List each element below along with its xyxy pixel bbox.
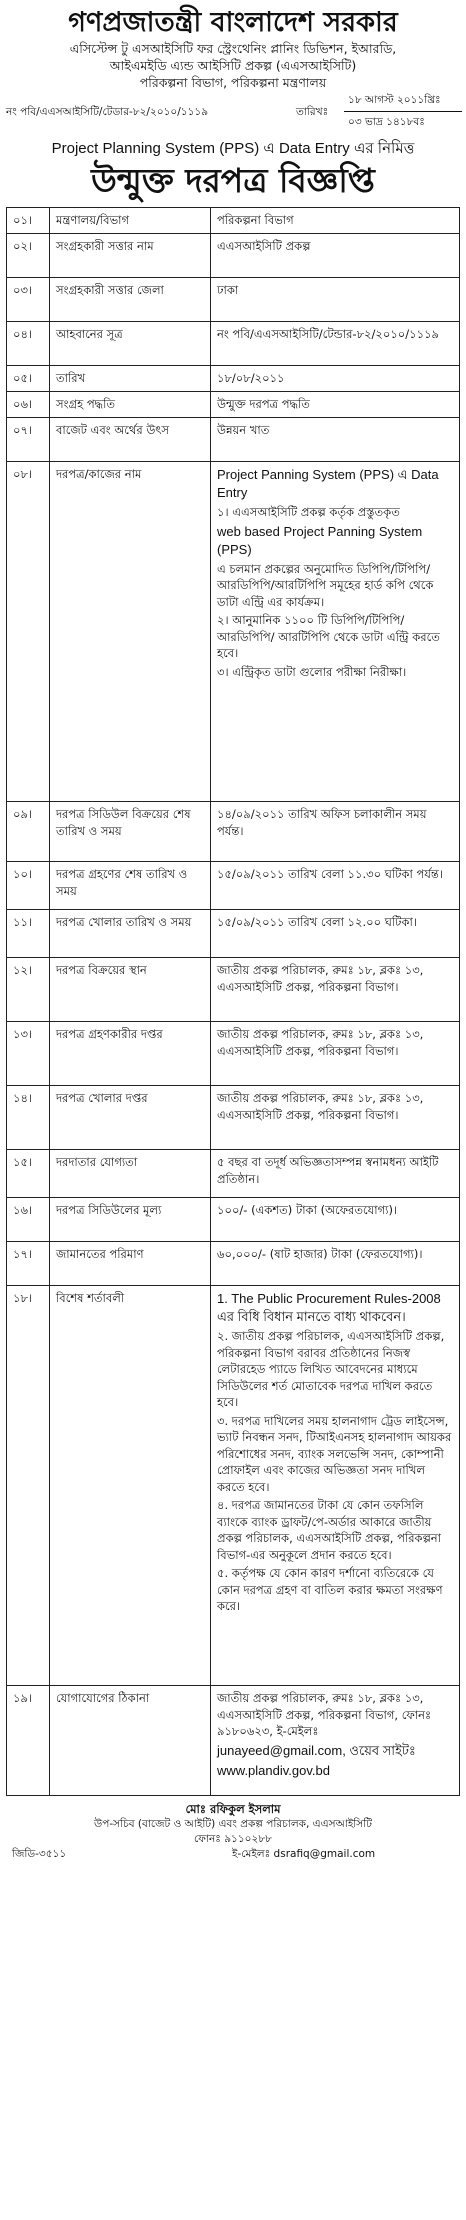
row-number: ১৪। <box>7 1086 50 1150</box>
project-line-1: এসিস্টেন্স টু এসআইসিটি ফর স্ট্রেংথেনিং প্লানিং ডিভিশন, ইআরডি, <box>69 41 397 56</box>
row-value: উন্মুক্ত দরপত্র পদ্ধতি <box>211 392 460 418</box>
memo-date-label: তারিখঃ <box>296 106 329 118</box>
row-number: ১৯। <box>7 1686 50 1796</box>
row-label: আহবানের সূত্র <box>50 322 211 366</box>
memo-line <box>0 91 466 137</box>
table-row <box>7 234 460 278</box>
row-label: যোগাযোগের ঠিকানা <box>50 1686 211 1796</box>
government-title: গণপ্রজাতন্ত্রী বাংলাদেশ সরকার <box>68 7 398 38</box>
row-value: ১৪/০৯/২০১১ তারিখ অফিস চলাকালীন সময় পর্যন্ত। <box>211 802 460 862</box>
row-value: ৬০,০০০/- (ষাট হাজার) টাকা (ফেরতযোগ্য)। <box>211 1242 460 1286</box>
row-label: বিশেষ শর্তাবলী <box>50 1286 211 1686</box>
work-item-1-system: web based Project Panning System (PPS) <box>217 523 423 557</box>
row-label: দরপত্র গ্রহণকারীর দপ্তর <box>50 1022 211 1086</box>
row-number: ০৬। <box>7 392 50 418</box>
row-number: ১৩। <box>7 1022 50 1086</box>
row-number: ০৪। <box>7 322 50 366</box>
table-row <box>7 802 460 862</box>
signatory-name: মোঃ রফিকুল ইসলাম <box>185 1802 281 1816</box>
row-label: তারিখ <box>50 366 211 392</box>
row-label: জামানতের পরিমাণ <box>50 1242 211 1286</box>
notice-footer <box>0 1847 466 1865</box>
contact-address: জাতীয় প্রকল্প পরিচালক, রুমঃ ১৮, ব্লকঃ ১৩, এএসআইসিটি প্রকল্প, পরিকল্পনা বিভাগ, ফোনঃ ৯১৮০৬২৩, ই-মেইলঃ <box>217 1691 432 1738</box>
row-value: উন্নয়ন খাত <box>211 418 460 462</box>
table-row <box>7 322 460 366</box>
row-label: বাজেট এবং অর্থের উৎস <box>50 418 211 462</box>
row-number: ১০। <box>7 862 50 910</box>
row-label: দরপত্র খোলার দপ্তর <box>50 1086 211 1150</box>
row-value: নং পবি/এএসআইসিটি/টেন্ডার-৮২/২০১০/১১১৯ <box>211 322 460 366</box>
table-row <box>7 366 460 392</box>
table-row <box>7 910 460 958</box>
row-value: ১৮/০৮/২০১১ <box>211 366 460 392</box>
memo-date-english: ১৮ আগস্ট ২০১১খ্রিঃ <box>348 94 441 106</box>
row-value: জাতীয় প্রকল্প পরিচালক, রুমঃ ১৮, ব্লকঃ ১৩, এএসআইসিটি প্রকল্প, পরিকল্পনা বিভাগ। <box>211 1022 460 1086</box>
table-row <box>7 418 460 462</box>
date-divider <box>344 111 462 112</box>
row-number: ০৩। <box>7 278 50 322</box>
row-label: সংগ্রহকারী সত্তার নাম <box>50 234 211 278</box>
row-number: ০৭। <box>7 418 50 462</box>
work-title: Project Panning System (PPS) এ Data Entry <box>217 467 439 500</box>
table-row <box>7 1150 460 1198</box>
table-row <box>7 1286 460 1686</box>
row-number: ১২। <box>7 958 50 1022</box>
table-row <box>7 1242 460 1286</box>
condition-2: ২. জাতীয় প্রকল্প পরিচালক, এএসআইসিটি প্রকল্প, পরিকল্পনা বিভাগ বরাবর প্রতিষ্ঠানের নিজস্ব লেটারহেড প্যাডে লিখিত আবেদনের মাধ্যমে সিডিউলের শর্ত মোতাবেক দরপত্র দাখিল করতে হবে। <box>217 1329 445 1409</box>
row-number: ০২। <box>7 234 50 278</box>
row-value: ১৫/০৯/২০১১ তারিখ বেলা ১১.৩০ ঘটিকা পর্যন্ত। <box>211 862 460 910</box>
row-value: ৫ বছর বা তদূর্ধ অভিজ্ঞতাসম্পন্ন স্বনামধন্য আইটি প্রতিষ্ঠান। <box>211 1150 460 1198</box>
table-row <box>7 208 460 234</box>
signatory-designation: উপ-সচিব (বাজেট ও আইটি) এবং প্রকল্প পরিচালক, এএসআইসিটি <box>94 1818 372 1830</box>
row-value: পরিকল্পনা বিভাগ <box>211 208 460 234</box>
project-line-2: আইএমইডি এ্যন্ড আইসিটি প্রকল্প (এএসআইসিটি) <box>109 58 357 73</box>
tender-details-table <box>6 207 460 1796</box>
row-label: দরপত্র সিডিউল বিক্রয়ের শেষ তারিখ ও সময় <box>50 802 211 862</box>
notice-title: উন্মুক্ত দরপত্র বিজ্ঞপ্তি <box>91 161 375 200</box>
row-number: ১৮। <box>7 1286 50 1686</box>
row-value <box>211 1686 460 1796</box>
row-value: ১০০/- (একশত) টাকা (অফেরতযোগ্য)। <box>211 1198 460 1242</box>
row-label: সংগ্রহ পদ্ধতি <box>50 392 211 418</box>
table-row <box>7 862 460 910</box>
row-value <box>211 462 460 802</box>
ministry-line: পরিকল্পনা বিভাগ, পরিকল্পনা মন্ত্রণালয় <box>139 75 327 90</box>
row-label: দরপত্র গ্রহণের শেষ তারিখ ও সময় <box>50 862 211 910</box>
row-number: ১৫। <box>7 1150 50 1198</box>
table-row <box>7 1022 460 1086</box>
row-label: দরপত্র বিক্রয়ের স্থান <box>50 958 211 1022</box>
row-value: ঢাকা <box>211 278 460 322</box>
row-number: ০৫। <box>7 366 50 392</box>
row-label: সংগ্রহকারী সত্তার জেলা <box>50 278 211 322</box>
work-item-1: ১। এএসআইসিটি প্রকল্প কর্তৃক প্রস্তুতকৃত <box>217 505 400 519</box>
row-value <box>211 1286 460 1686</box>
table-row <box>7 462 460 802</box>
row-value: জাতীয় প্রকল্প পরিচালক, রুমঃ ১৮, ব্লকঃ ১৩, এএসআইসিটি প্রকল্প, পরিকল্পনা বিভাগ। <box>211 1086 460 1150</box>
row-label: দরপত্র খোলার তারিখ ও সময় <box>50 910 211 958</box>
table-row <box>7 1686 460 1796</box>
row-number: ০৯। <box>7 802 50 862</box>
table-row <box>7 392 460 418</box>
notice-header <box>0 6 466 91</box>
work-item-3: ৩। এন্ট্রিকৃত ডাটা গুলোর পরীক্ষা নিরীক্ষা। <box>217 664 407 679</box>
condition-3: ৩. দরপত্র দাখিলের সময় হালনাগাদ ট্রেড লাইসেন্স, ভ্যাট নিবন্ধন সনদ, টিআইএনসহ হালনাগাদ আয়কর পরিশোধের সনদ, ব্যাংক সলভেন্সি সনদ, কোম্পানী প্রোফাইল এবং কাজের অভিজ্ঞতা সনদ দাখিল করতে হবে। <box>217 1413 452 1494</box>
row-number: ০১। <box>7 208 50 234</box>
condition-4: ৪. দরপত্র জামানতের টাকা যে কোন তফসিলি ব্যাংকে ব্যাংক ড্রাফট/পে-অর্ডার আকারে জাতীয় প্রকল্প পরিচালক, এএসআইসিটি প্রকল্প, পরিকল্পনা বিভাগ-এর অনুকূলে প্রদান করতে হবে। <box>217 1498 441 1562</box>
row-value: জাতীয় প্রকল্প পরিচালক, রুমঃ ১৮, ব্লকঃ ১৩, এএসআইসিটি প্রকল্প, পরিকল্পনা বিভাগ। <box>211 958 460 1022</box>
table-row <box>7 958 460 1022</box>
condition-5: ৫. কর্তৃপক্ষ যে কোন কারণ দর্শানো ব্যতিরেকে যে কোন দরপত্র গ্রহণ বা বাতিল করার ক্ষমতা সংরক্ষণ করে। <box>217 1566 443 1613</box>
table-row <box>7 278 460 322</box>
work-item-2: ২। আনুমানিক ১১০০ টি ডিপিপি/টিপিপি/আরডিপিপি/ আরটিপিপি থেকে ডাটা এন্ট্রি করতে হবে। <box>217 613 440 660</box>
signatory-phone: ফোনঃ ৯১১০২৮৮ <box>194 1833 272 1845</box>
row-label: দরদাতার যোগ্যতা <box>50 1150 211 1198</box>
row-label: দরপত্র সিডিউলের মূল্য <box>50 1198 211 1242</box>
table-row <box>7 1086 460 1150</box>
contact-website: www.plandiv.gov.bd <box>217 1762 330 1778</box>
memo-date-bangla: ০৩ ভাদ্র ১৪১৮বঃ <box>348 116 425 128</box>
row-value: এএসআইসিটি প্রকল্প <box>211 234 460 278</box>
row-number: ১১। <box>7 910 50 958</box>
table-row <box>7 1198 460 1242</box>
work-item-1-detail: এ চলমান প্রকল্পের অনুমোদিত ডিপিপি/টিপিপি/আরডিপিপি/আরটিপিপি সমূহের হার্ড কপি থেকে ডাটা এন্ট্রি এর কার্যক্রম। <box>217 561 434 609</box>
row-number: ০৮। <box>7 462 50 802</box>
gd-number: জিডি-৩৫১১ <box>12 1848 67 1860</box>
memo-reference: নং পবি/এএসআইসিটি/টেডার-৮২/২০১০/১১১৯ <box>6 106 209 118</box>
row-number: ১৬। <box>7 1198 50 1242</box>
row-value: ১৫/০৯/২০১১ তারিখ বেলা ১২.০০ ঘটিকা। <box>211 910 460 958</box>
row-label: মন্ত্রণালয়/বিভাগ <box>50 208 211 234</box>
contact-email-web: junayeed@gmail.com, ওয়েব সাইটঃ <box>217 1742 416 1758</box>
row-number: ১৭। <box>7 1242 50 1286</box>
pps-subject-line: Project Planning System (PPS) এ Data Entry এর নিমিত্ত <box>51 140 415 157</box>
condition-1: 1. The Public Procurement Rules-2008 এর বিধি বিধান মানতে বাধ্য থাকবেন। <box>217 1291 441 1324</box>
row-label: দরপত্র/কাজের নাম <box>50 462 211 802</box>
signatory-email: ই-মেইলঃ dsrafiq@gmail.com <box>232 1848 376 1860</box>
signature-block <box>0 1802 466 1847</box>
